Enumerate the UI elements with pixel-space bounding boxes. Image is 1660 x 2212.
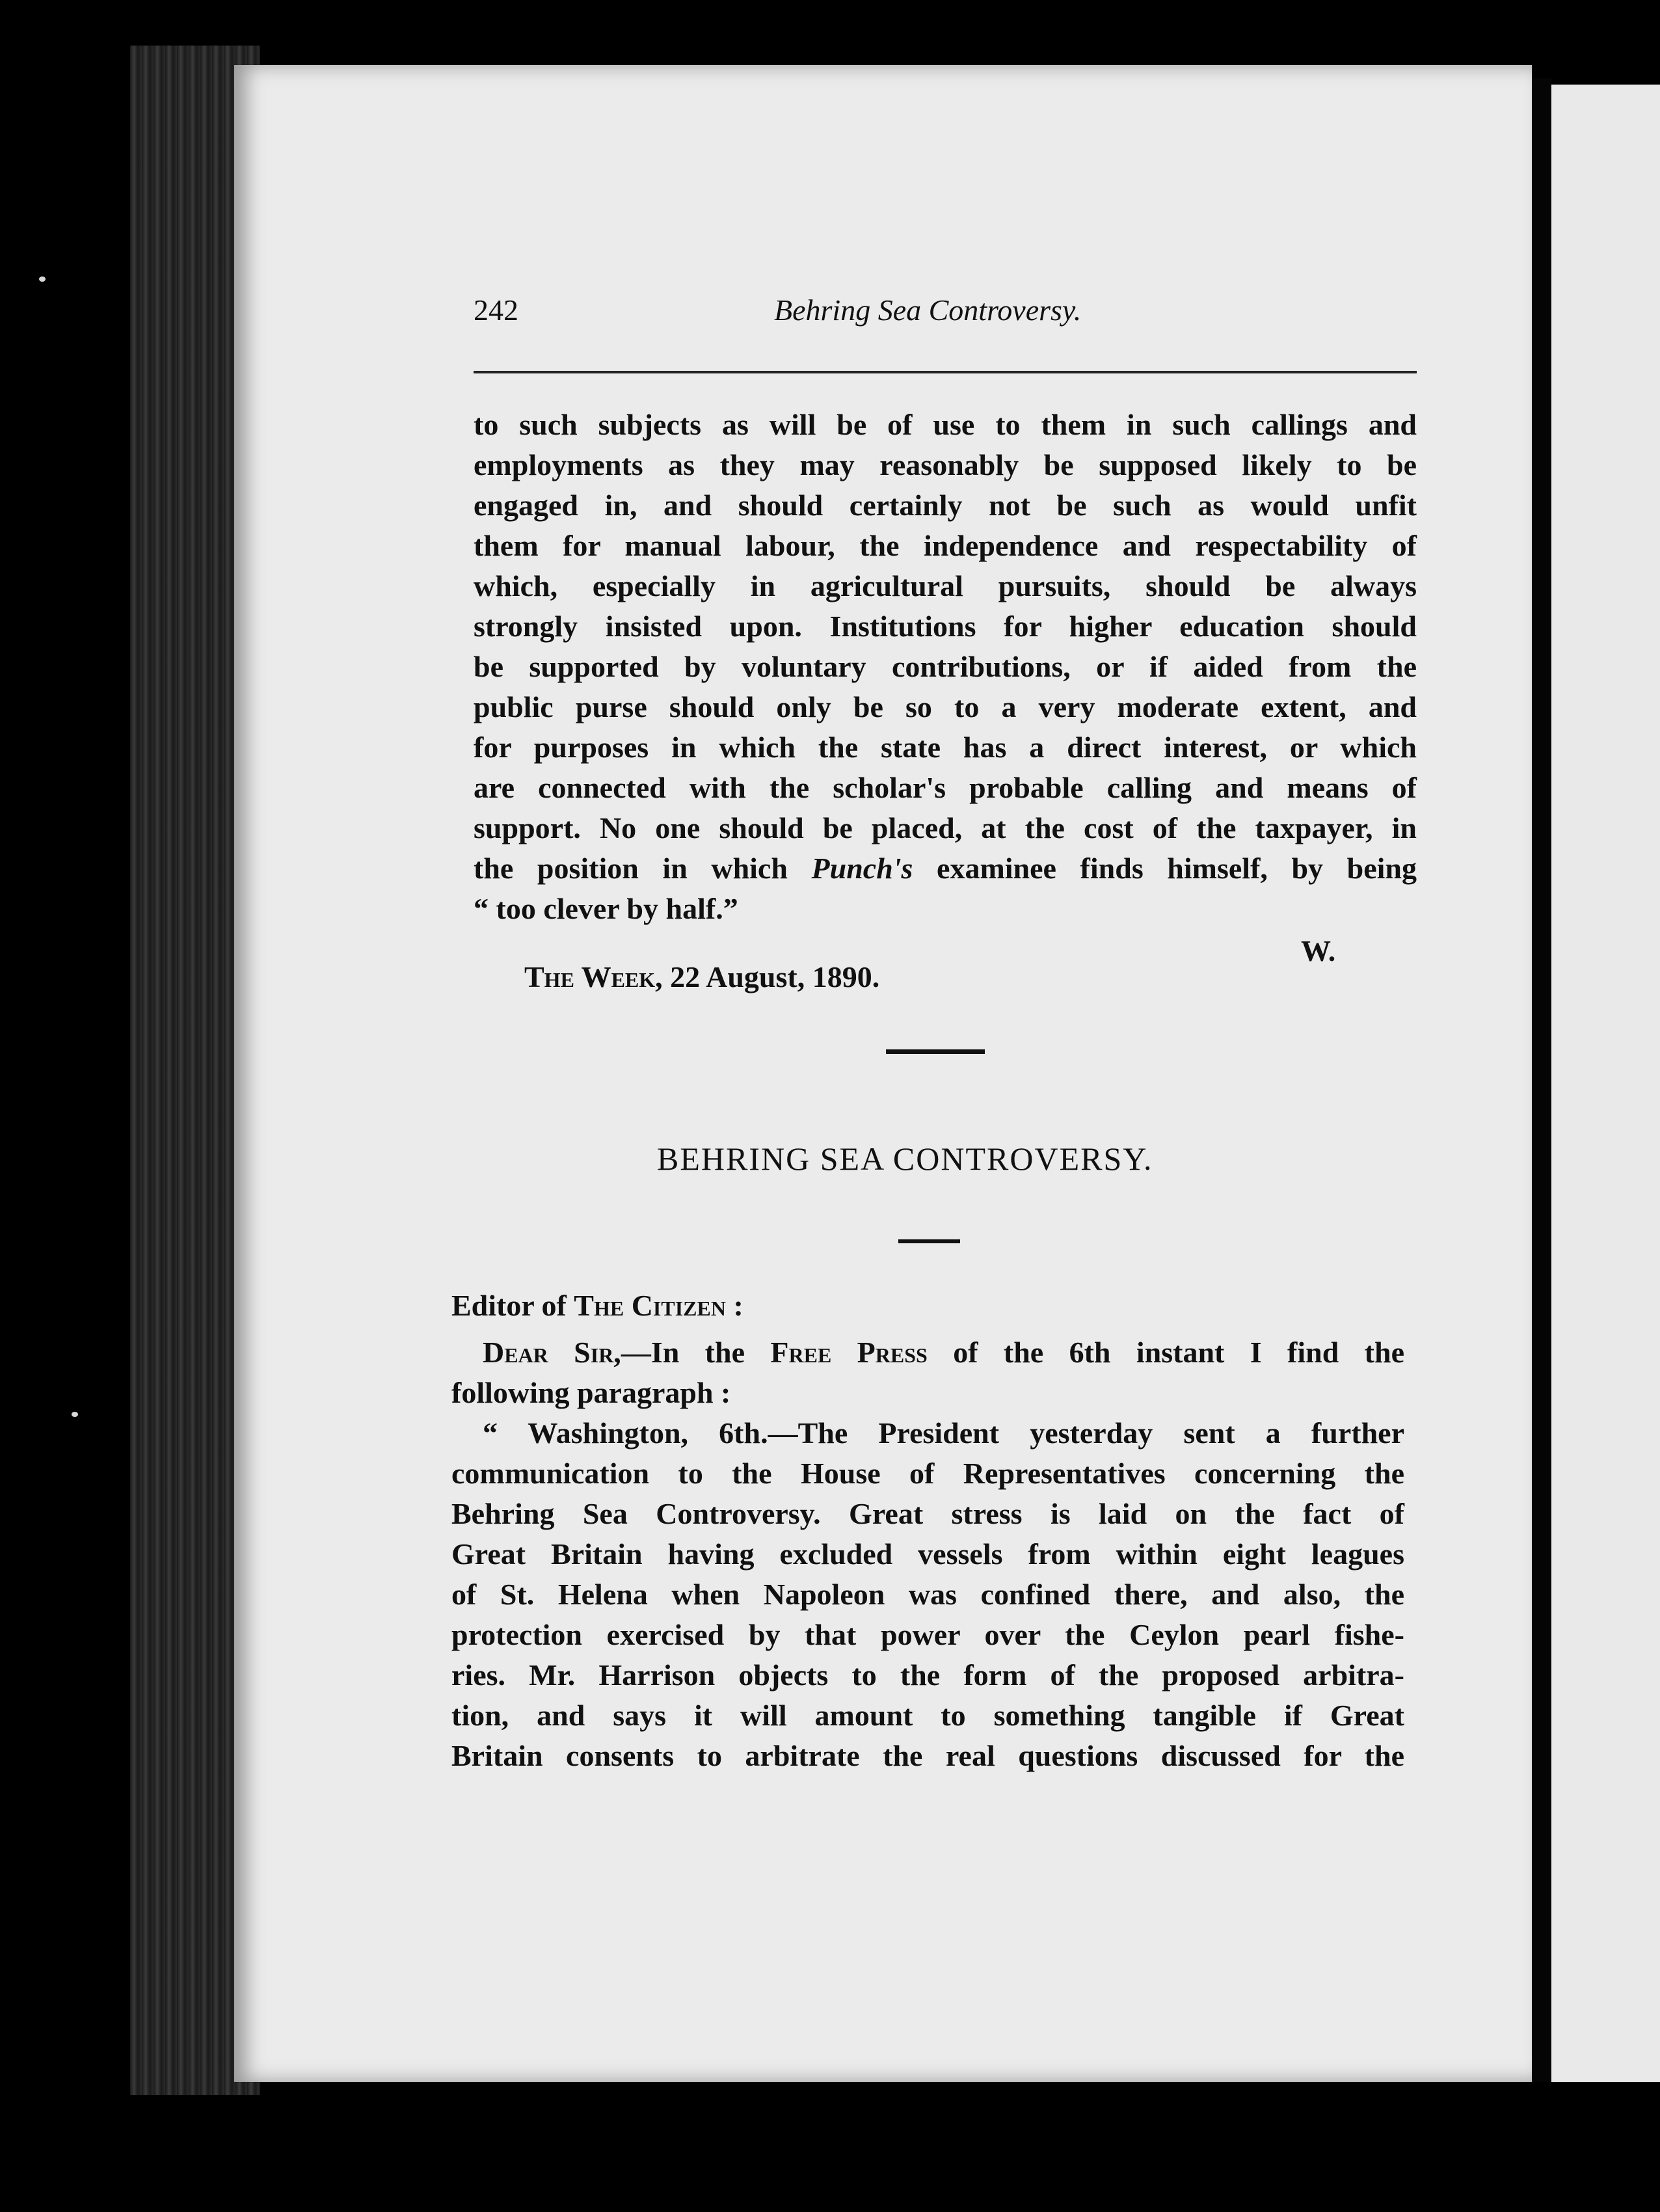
publication-name: The Week [524, 960, 656, 993]
text-line: to such subjects as will be of use to them in such callings and [474, 408, 1417, 441]
running-head [474, 293, 1417, 345]
text-line: Britain consents to arbitrate the real questions discussed for the [451, 1739, 1404, 1772]
text-line: them for manual labour, the independence and respectability of [474, 529, 1417, 562]
text-line: Behring Sea Controversy. Great stress is laid on the fact of [451, 1497, 1404, 1530]
text-run: —In the [621, 1336, 771, 1369]
text-line: which, especially in agricultural pursuits, should be always [474, 569, 1417, 602]
running-title: Behring Sea Controversy. [774, 293, 1082, 327]
book-page [234, 65, 1532, 2082]
publication-name: Punch's [811, 852, 913, 885]
text-line: the position in which Punch's examinee finds himself, by being [474, 852, 1417, 885]
quoted-paragraph [451, 1413, 1404, 1776]
scan-speck [72, 1412, 78, 1417]
text-line [451, 1332, 1404, 1373]
text-line: “ too clever by half.” [474, 892, 738, 925]
text-line: employments as they may reasonably be supposed likely to be [474, 448, 1417, 481]
letter-closing-paragraph [474, 405, 1417, 929]
text-line: tion, and says it will amount to something tangible if Great [451, 1699, 1404, 1732]
text-line: Great Britain having excluded vessels from within eight leagues [451, 1537, 1404, 1571]
text-line: engaged in, and should certainly not be such as would unfit [474, 489, 1417, 522]
text-line: are connected with the scholar's probable calling and means of [474, 771, 1417, 804]
text-line: following paragraph : [451, 1376, 731, 1409]
greeting: Dear Sir, [483, 1336, 621, 1369]
text-line: for purposes in which the state has a direct interest, or which [474, 731, 1417, 764]
text-run: of the 6th instant I find the [927, 1336, 1404, 1369]
letter-opening-paragraph [451, 1332, 1404, 1413]
text-line: protection exercised by that power over the Ceylon pearl fishe- [451, 1618, 1404, 1651]
page-gutter-shadow [1532, 78, 1551, 2082]
text-line: public purse should only be so to a very moderate extent, and [474, 690, 1417, 723]
publication-date: , 22 August, 1890. [655, 960, 880, 993]
scan-speck [39, 276, 46, 282]
newspaper-name: The Citizen [574, 1289, 726, 1322]
facing-page-edge [1551, 85, 1660, 2082]
text-line: “ Washington, 6th.—The President yesterday sent a further [483, 1416, 1404, 1450]
text-line: of St. Helena when Napoleon was confined there, and also, the [451, 1578, 1404, 1611]
signature-initial: W. [1301, 934, 1336, 967]
section-divider-rule [886, 1049, 985, 1054]
page-number: 242 [474, 293, 518, 327]
salutation-suffix: : [725, 1289, 743, 1322]
header-rule [474, 371, 1417, 373]
text-line: ries. Mr. Harrison objects to the form of the proposed arbitra- [451, 1658, 1404, 1692]
salutation [451, 1288, 743, 1323]
salutation-prefix: Editor of [451, 1289, 574, 1322]
text-line: be supported by voluntary contributions, or if aided from the [474, 650, 1417, 683]
text-line: strongly insisted upon. Institutions for higher education should [474, 610, 1417, 643]
text-line: communication to the House of Representatives concerning the [451, 1457, 1404, 1490]
section-title: BEHRING SEA CONTROVERSY. [657, 1140, 1153, 1177]
source-dateline [524, 960, 879, 994]
newspaper-name: Free Press [770, 1336, 928, 1369]
text-line: support. No one should be placed, at the cost of the taxpayer, in [474, 811, 1417, 844]
section-divider-rule [898, 1239, 960, 1243]
